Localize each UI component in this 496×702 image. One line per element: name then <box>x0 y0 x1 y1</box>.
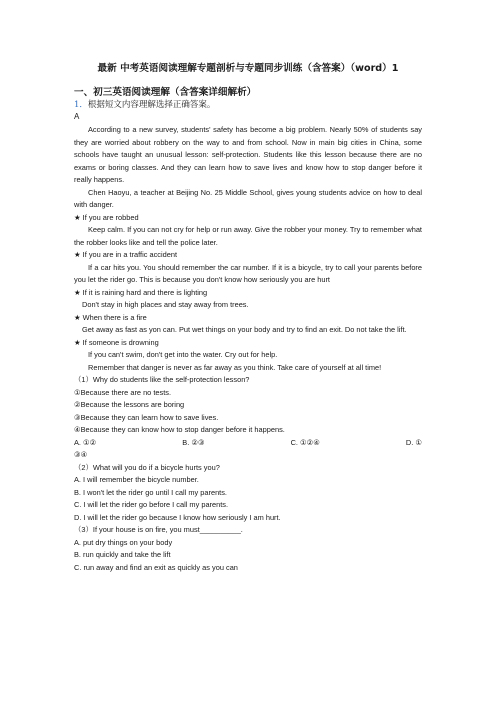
tip-text: Get away as fast as yon can. Put wet things on your body and try to find an exit. Do not take the lift. <box>82 325 407 334</box>
paragraph: Chen Haoyu, a teacher at Beijing No. 25 Middle School, gives young students advice on how to deal with danger. <box>74 187 422 209</box>
question-text: 根据短文内容理解选择正确答案。 <box>87 100 216 110</box>
page-title: 最新 中考英语阅读理解专题剖析与专题同步训练（含答案）（word）1 <box>97 63 399 74</box>
q3-option: B. run quickly and take the lift <box>74 550 171 559</box>
q3-stem-text: （3）If your house is on fire, you must <box>74 525 200 534</box>
q3-blank: __________. <box>199 525 243 534</box>
section-heading: 一、初三英语阅读理解（含答案详细解析） <box>74 87 257 98</box>
q2-option: A. I will remember the bicycle number. <box>74 475 199 484</box>
tip-text: If you can't swim, don't get into the water. Cry out for help. <box>88 350 278 359</box>
tip-heading: ★ If it is raining hard and there is lighting <box>74 287 208 297</box>
paragraph: According to a new survey, students' safety has become a big problem. Nearly 50% of students say they are worried about robbery on the way to and from school. Now in main big cities in China, some schools have taught an unusual lesson: self-protection. Students like this lesson because there are no exams or boring classes. And they can learn how to save lives and know how to stop danger before it really happens. <box>74 125 422 184</box>
q2-stem: （2）What will you do if a bicycle hurts you? <box>74 462 220 472</box>
q3-option: A. put dry things on your body <box>74 537 173 547</box>
q1-choice-wrap: ③④ <box>74 450 88 459</box>
tip-heading: ★ If you are robbed <box>74 212 139 222</box>
q1-choice-c: C. ①②④ <box>290 437 320 447</box>
q1-item: ①Because there are no tests. <box>74 387 172 397</box>
q1-choice-d: D. ① <box>405 437 422 447</box>
q1-item: ④Because they can know how to stop danger before it happens. <box>74 425 285 434</box>
passage-label: A <box>74 112 80 121</box>
q1-choice-b: B. ②③ <box>182 437 205 447</box>
q1-item: ③Because they can learn how to save lives. <box>74 412 219 422</box>
q2-option: C. I will let the rider go before I call my parents. <box>74 500 229 509</box>
tip-text: Keep calm. If you can not cry for help or run away. Give the robber your money. Try to remember what the robber looks like and tell the police later. <box>74 225 422 247</box>
q2-option: D. I will let the rider go because I know how seriously I am hurt. <box>74 512 281 522</box>
question-number: 1． <box>74 100 88 110</box>
tip-text: If a car hits you. You should remember the car number. If it is a bicycle, try to call your parents before you let the rider go. This is because you don't know how seriously you are hurt <box>74 262 422 284</box>
passage-body <box>74 124 422 574</box>
q2-option: B. I won't let the rider go until I call my parents. <box>74 487 227 497</box>
tip-text: Don't stay in high places and stay away from trees. <box>82 300 249 309</box>
tip-heading: ★ If someone is drowning <box>74 337 159 347</box>
q1-item: ②Because the lessons are boring <box>74 400 185 409</box>
q3-option: C. run away and find an exit as quickly as you can <box>74 562 238 572</box>
q3-stem <box>74 524 422 537</box>
q1-stem: （1）Why do students like the self-protection lesson? <box>74 375 250 384</box>
q1-choice-a: A. ①② <box>74 437 97 447</box>
tip-heading: ★ If you are in a traffic accident <box>74 250 178 259</box>
tip-heading: ★ When there is a fire <box>74 312 147 322</box>
closing-text: Remember that danger is never as far away as you think. Take care of yourself at all time! <box>88 362 382 372</box>
q1-choices <box>74 437 422 450</box>
question-instruction <box>74 98 215 110</box>
